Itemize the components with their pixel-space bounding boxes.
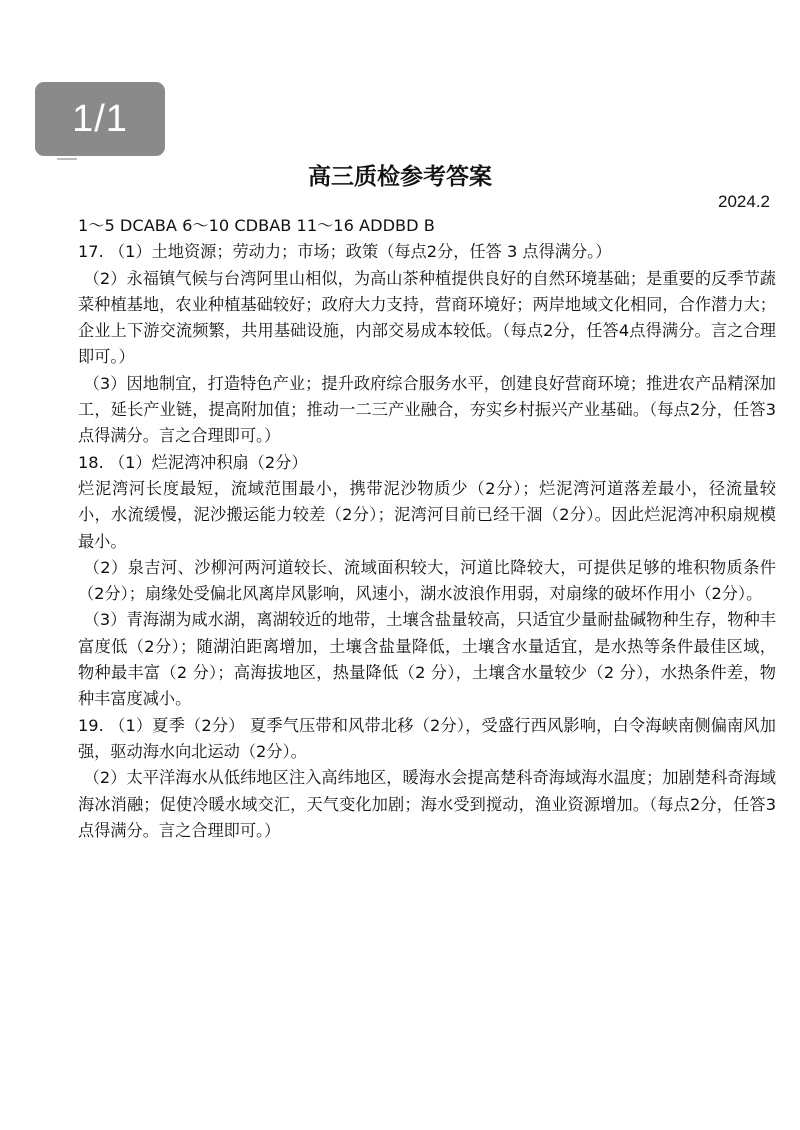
q19-part1: 19. （1）夏季（2分） 夏季气压带和风带北移（2分），受盛行西风影响，白令海峡南侧偏南风加强，驱动海水向北运动（2分）。 (78, 715, 776, 761)
q17-part3: （3）因地制宜，打造特色产业；提升政府综合服务水平，创建良好营商环境；推进农产品精深加工，延长产业链，提高附加值；推动一二三产业融合，夯实乡村振兴产业基础。（每点2分，任答3点得满分。言之合理即可。） (78, 373, 776, 446)
q18-part1-explanation: 烂泥湾河长度最短，流域范围最小，携带泥沙物质少（2分）；烂泥湾河道落差最小，径流量较小，水流缓慢，泥沙搬运能力较差（2分）；泥湾河目前已经干涸（2分）。因此烂泥湾冲积扇规模最小。 (78, 478, 776, 551)
mc-answers: 1～5 DCABA 6～10 CDBAB 11～16 ADDBD B (78, 216, 435, 235)
q17-part2: （2）永福镇气候与台湾阿里山相似，为高山茶种植提供良好的自然环境基础；是重要的反季节蔬菜种植基地，农业种植基础较好；政府大力支持，营商环境好；两岸地域文化相同，合作潜力大；企业上下游交流频繁，共用基础设施，内部交易成本较低。（每点2分，任答4点得满分。言之合理即可。） (78, 268, 776, 367)
page-indicator-badge: 1/1 (35, 82, 165, 156)
q19-part2: （2）太平洋海水从低纬地区注入高纬地区，暖海水会提高楚科奇海域海水温度；加剧楚科奇海域海冰消融；促使冷暖水域交汇，天气变化加剧；海水受到搅动，渔业资源增加。（每点2分，任答3点得满分。言之合理即可。） (78, 768, 776, 840)
q18-part1: 18. （1）烂泥湾冲积扇（2分） (78, 452, 308, 472)
q18-part3: （3）青海湖为咸水湖，离湖较近的地带，土壤含盐量较高，只适宜少量耐盐碱物种生存，物种丰富度低（2分）；随湖泊距离增加，土壤含盐量降低，土壤含水量适宜，是水热等条件最佳区域，物种最丰富（2 分）；高海拔地区，热量降低（2 分），土壤含水量较少（2 分），水热条件差，物种丰富度减小。 (78, 610, 776, 709)
answer-content (78, 213, 776, 844)
q18-part2: （2）泉吉河、沙柳河两河道较长、流域面积较大，河道比降较大，可提供足够的堆积物质条件（2分）；扇缘处受偏北风离岸风影响，风速小，湖水波浪作用弱，对扇缘的破坏作用小（2分）。 (78, 557, 776, 604)
document-title: 高三质检参考答案 (308, 164, 492, 190)
q17-part1: 17. （1）土地资源；劳动力；市场；政策（每点2分，任答 3 点得满分。） (78, 242, 612, 262)
document-date: 2024.2 (718, 192, 770, 211)
